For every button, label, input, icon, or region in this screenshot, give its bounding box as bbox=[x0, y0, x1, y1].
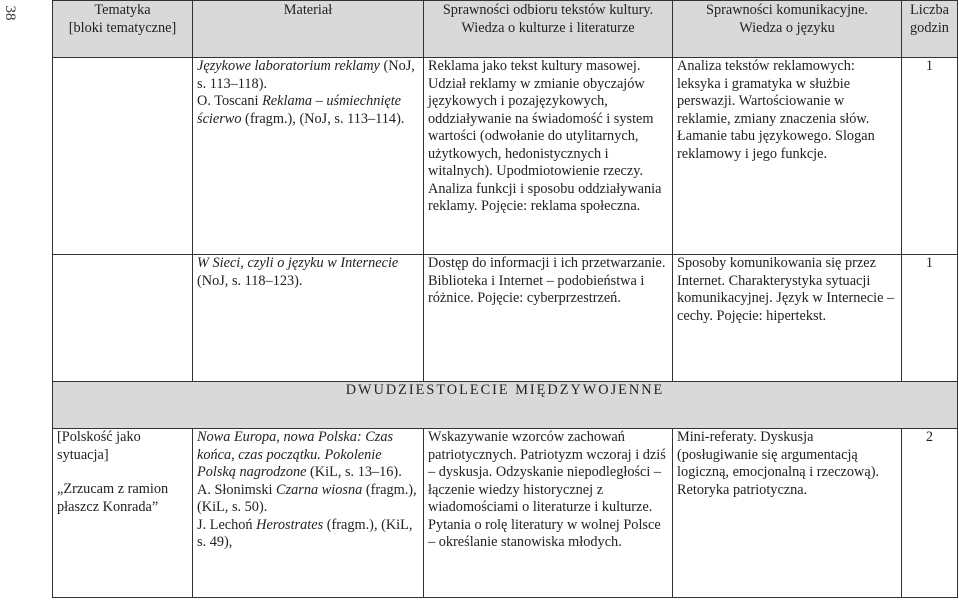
material-title: Nowa Europa, nowa Polska: Czas końca, czas początku. Pokolenie Polską nagrodzone bbox=[197, 429, 394, 480]
material-title: Reklama – uśmiechnięte ścierwo bbox=[197, 93, 402, 127]
topic-cell bbox=[53, 429, 193, 598]
material-cell bbox=[193, 429, 424, 598]
table-row bbox=[53, 255, 958, 382]
header-communication: Sprawności komunikacyjne. Wiedza o języku bbox=[673, 1, 902, 58]
material-cell bbox=[193, 58, 424, 255]
material-author: J. Lechoń bbox=[197, 516, 257, 533]
header-topic: Tematyka [bloki tematyczne] bbox=[53, 1, 193, 58]
hours-cell: 1 bbox=[902, 58, 958, 255]
material-author: A. Słonimski bbox=[197, 481, 277, 498]
table-row bbox=[53, 429, 958, 598]
material-title: W Sieci, czyli o języku w Internecie bbox=[197, 255, 399, 271]
material-cell bbox=[193, 255, 424, 382]
curriculum-table bbox=[52, 0, 958, 598]
topic-cell bbox=[53, 255, 193, 382]
topic-label: [Polskość jako sytuacja] bbox=[57, 429, 141, 463]
material-ref: (fragm.), (KiL, s. 49), bbox=[197, 516, 413, 550]
communication-cell: Sposoby komunikowania się przez Internet. Charakterystyka sytuacji komunikacyjnej. Język w Internecie – cechy. Pojęcie: hipertekst. bbox=[673, 255, 902, 382]
material-title: Czarna wiosna bbox=[276, 481, 363, 498]
topic-cell bbox=[53, 58, 193, 255]
communication-cell: Analiza tekstów reklamowych: leksyka i gramatyka w służbie perswazji. Wartościowanie w reklamie, zmiany znaczenia słów. Łamanie tabu językowego. Slogan reklamowy i jego funkcje. bbox=[673, 58, 902, 255]
reception-cell: Wskazywanie wzorców zachowań patriotycznych. Patriotyzm wczoraj i dziś – dyskusja. Odzyskanie niepodległości – łączenie wiedzy historycznej z wiadomościami o literaturze i kulturze. Pytania o rolę literatury w wolnej Polsce – określanie stanowiska młodych. bbox=[424, 429, 673, 598]
header-reception: Sprawności odbioru tekstów kultury. Wiedza o kulturze i literaturze bbox=[424, 1, 673, 58]
page-number: 38 bbox=[2, 5, 19, 21]
material-ref: (fragm.), (KiL, s. 50). bbox=[197, 481, 417, 515]
material-ref: (NoJ, s. 118–123). bbox=[197, 272, 303, 289]
material-ref: (fragm.), (NoJ, s. 113–114). bbox=[241, 110, 405, 127]
section-row bbox=[53, 382, 958, 429]
hours-cell: 2 bbox=[902, 429, 958, 598]
table-header-row bbox=[53, 1, 958, 58]
communication-cell: Mini-referaty. Dyskusja (posługiwanie się argumentacją logiczną, emocjonalną i rzeczową). Retoryka patriotyczna. bbox=[673, 429, 902, 598]
reception-cell: Dostęp do informacji i ich przetwarzanie. Biblioteka i Internet – podobieństwa i różnice. Pojęcie: cyberprzestrzeń. bbox=[424, 255, 673, 382]
section-title: DWUDZIESTOLECIE MIĘDZYWOJENNE bbox=[53, 382, 958, 429]
material-ref: (KiL, s. 13–16). bbox=[306, 464, 402, 480]
header-hours: Liczba godzin bbox=[902, 1, 958, 58]
material-title: Językowe laboratorium reklamy bbox=[197, 58, 380, 74]
header-material: Materiał bbox=[193, 1, 424, 58]
material-ref: (NoJ, s. 113–118). bbox=[197, 58, 415, 92]
hours-cell: 1 bbox=[902, 255, 958, 382]
material-author: O. Toscani bbox=[197, 93, 263, 109]
table-row bbox=[53, 58, 958, 255]
material-title: Herostrates bbox=[256, 516, 324, 533]
reception-cell: Reklama jako tekst kultury masowej. Udział reklamy w zmianie obyczajów językowych i pozajęzykowych, oddziaływanie na świadomość i system wartości (odwołanie do utylitarnych, użytkowych, hedonistycznych i witalnych). Upodmiotowienie rzeczy. Analiza funkcji i sposobu oddziaływania reklamy. Pojęcie: reklama społeczna. bbox=[424, 58, 673, 255]
topic-quote: „Zrzucam z ramion płaszcz Konrada” bbox=[57, 481, 169, 515]
